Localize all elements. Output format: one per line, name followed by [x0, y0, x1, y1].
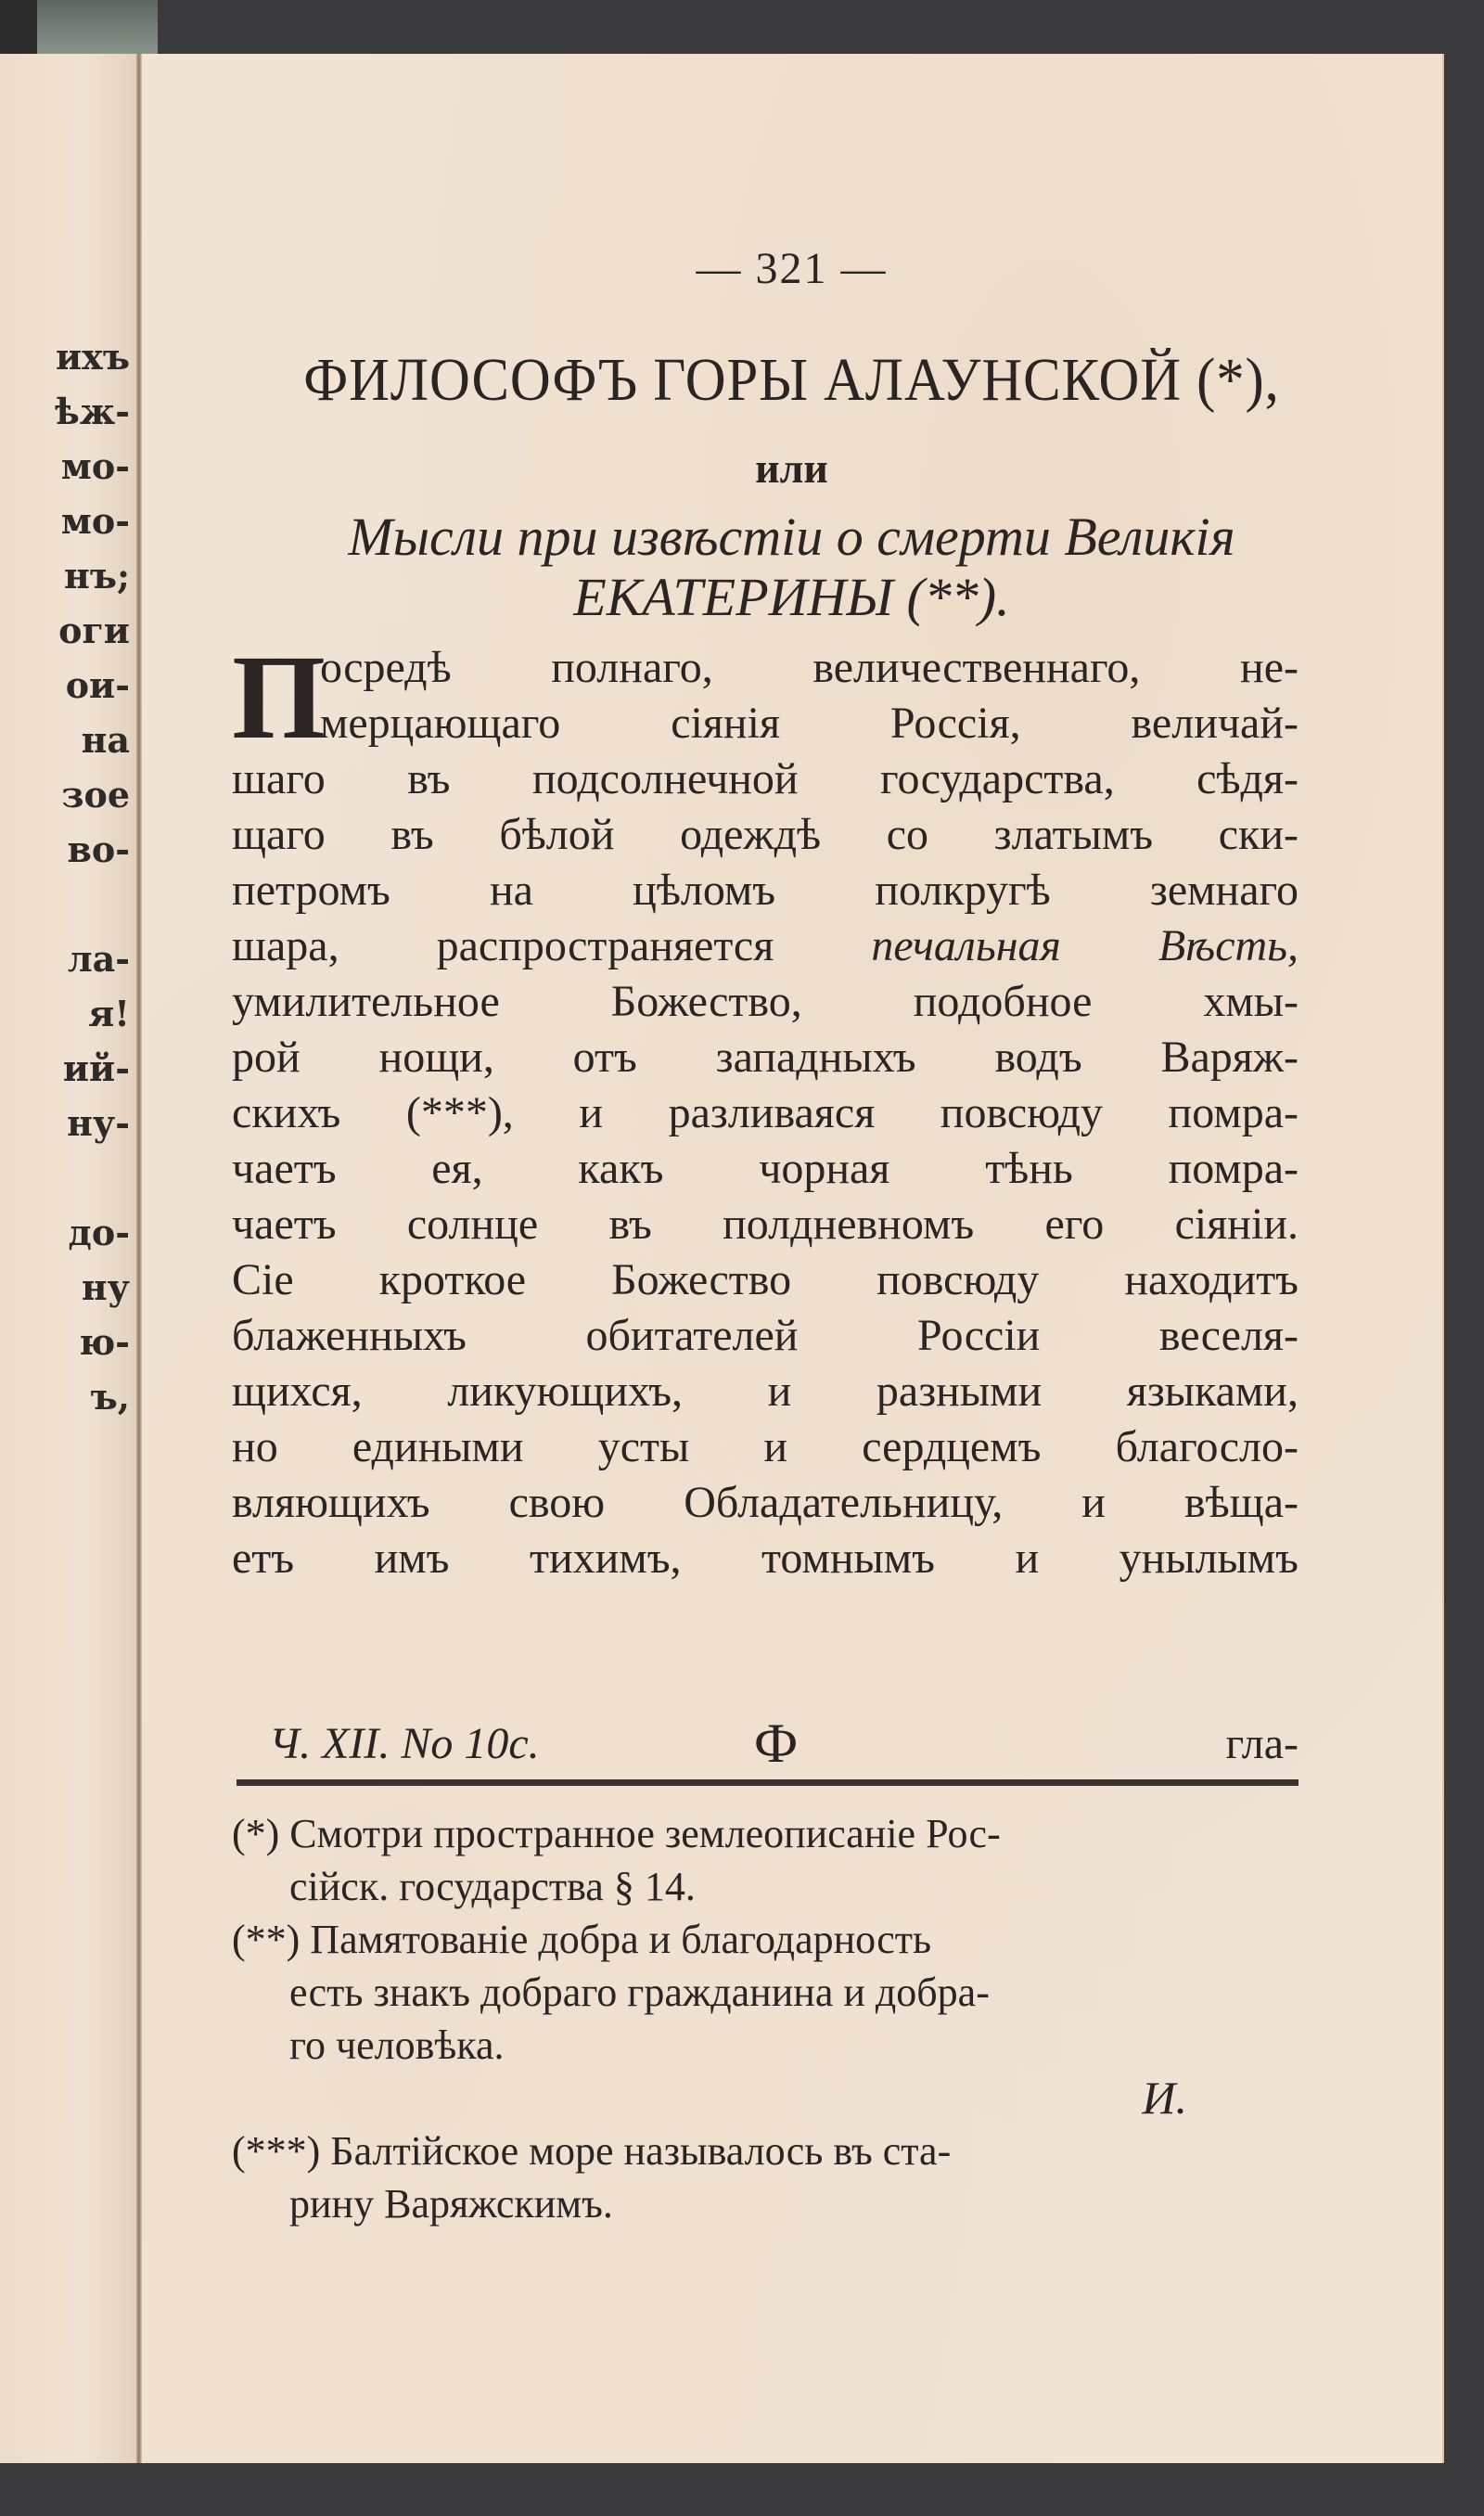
- body-line: осредѣ полнаго, величественнаго, не-: [320, 643, 1298, 692]
- author-signature: И.: [1142, 2072, 1187, 2124]
- body-line: скихъ (***), и разливаяся повсюду помра-: [232, 1088, 1298, 1137]
- catchline: [269, 1712, 1298, 1776]
- footnote-2-line: есть знакъ добраго гражданина и добра-: [289, 1970, 990, 2015]
- body-line: щихся, ликующихъ, и разными языками,: [232, 1367, 1298, 1416]
- signature-mark: Ч. XII. No 10c.: [269, 1719, 540, 1768]
- footnote-1-line: сійск. государства § 14.: [289, 1864, 696, 1909]
- left-fragment: ихъ: [56, 336, 130, 378]
- left-fragment: ну-: [67, 1102, 130, 1144]
- body-line: чаетъ ея, какъ чорная тѣнь помра-: [232, 1144, 1298, 1193]
- background-bottom: [0, 2463, 1484, 2516]
- left-fragment: оги: [58, 610, 130, 651]
- drop-cap: П: [232, 631, 326, 764]
- left-fragment: на: [81, 719, 130, 761]
- left-fragment: мо-: [60, 500, 130, 542]
- body-line: петромъ на цѣломъ полкругѣ земнаго: [232, 866, 1298, 915]
- footnote-3-line: рину Варяжскимъ.: [289, 2181, 613, 2227]
- spine-top: [37, 0, 158, 56]
- title-conjunction: или: [755, 444, 828, 492]
- footnote-2-line: го человѣка.: [289, 2022, 505, 2068]
- footnote-rule: [237, 1779, 1298, 1786]
- subtitle-line-1: Мысли при извѣстіи о смерти Великія: [348, 507, 1235, 567]
- body-line: вляющихъ свою Обладательницу, и вѣща-: [232, 1478, 1298, 1527]
- left-fragment: до-: [68, 1212, 130, 1253]
- body-line: рой нощи, отъ западныхъ водъ Варяж-: [232, 1033, 1298, 1082]
- body-line: мерцающаго сіянія Россія, величай-: [320, 699, 1298, 748]
- body-line: но едиными усты и сердцемъ благосло-: [232, 1422, 1298, 1471]
- body-line-with-italic: [232, 918, 1298, 974]
- left-fragment: я!: [88, 993, 130, 1034]
- catchword: гла-: [1225, 1719, 1298, 1768]
- left-fragment: ну: [81, 1266, 130, 1308]
- body-line: умилительное Божество, подобное хмы-: [232, 977, 1298, 1026]
- left-fragment-blank: [0, 1150, 130, 1205]
- footnote-3-line: (***) Балтійское море называлось въ ста-: [232, 2128, 952, 2174]
- left-fragment: ѣж-: [55, 391, 130, 432]
- left-fragment: во-: [67, 828, 130, 870]
- article-title: ФИЛОСОФЪ ГОРЫ АЛАУНСКОЙ (*),: [303, 346, 1280, 414]
- left-fragment: ои-: [65, 664, 130, 706]
- gutter: [136, 54, 142, 2464]
- page-number: — 321 —: [696, 244, 888, 293]
- body-line: Сіе кроткое Божество повсюду находитъ: [232, 1255, 1298, 1304]
- body-line: етъ имъ тихимъ, томнымъ и унылымъ: [232, 1534, 1298, 1583]
- body-line-text: шара, распространяется: [232, 921, 774, 970]
- footnote-2-line: (**) Памятованіе добра и благодарность: [232, 1917, 932, 1962]
- left-page-text: [0, 329, 130, 1424]
- italic-phrase: печальная Вѣсть,: [871, 921, 1299, 970]
- body-line: щаго въ бѣлой одеждѣ со златымъ ски-: [232, 810, 1298, 859]
- body-text: [232, 631, 1299, 1586]
- footnotes: [232, 1807, 1298, 2230]
- body-line: чаетъ солнце въ полдневномъ его сіяніи.: [232, 1200, 1298, 1249]
- left-fragment-blank: [0, 877, 130, 931]
- left-fragment: ла-: [67, 938, 130, 980]
- left-fragment: ий-: [62, 1047, 130, 1089]
- subtitle-line-2: ЕКАТЕРИНЫ (**).: [573, 567, 1010, 627]
- left-fragment: зое: [61, 774, 130, 815]
- sheet-mark: Ф: [753, 1713, 799, 1774]
- left-fragment: мо-: [60, 445, 130, 487]
- footnote-1-line: (*) Смотри пространное землеописаніе Рос-: [232, 1811, 1001, 1856]
- left-fragment: ъ,: [90, 1376, 130, 1418]
- left-fragment: нъ;: [64, 555, 130, 597]
- body-line: шаго въ подсолнечной государства, сѣдя-: [232, 754, 1298, 803]
- body-line: блаженныхъ обитателей Россіи веселя-: [232, 1311, 1298, 1360]
- left-fragment: ю-: [79, 1321, 130, 1363]
